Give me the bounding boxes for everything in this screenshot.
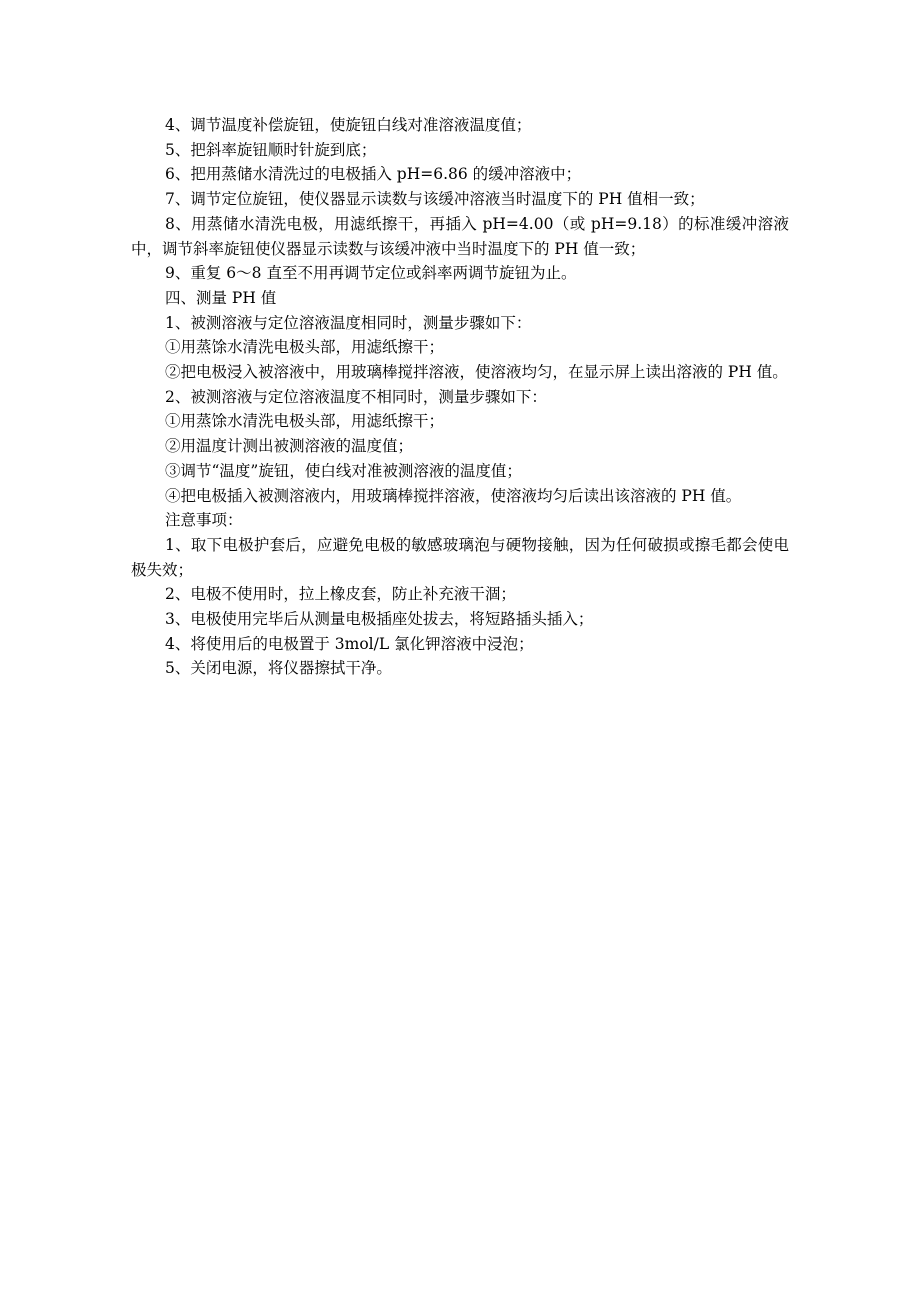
measure-case-1-step-1: ①用蒸馀水清洗电极头部，用滤纸擦干； <box>165 338 445 357</box>
measure-case-2-step-4: ④把电极插入被测溶液内，用玻璃棒搅拌溶液，使溶液均匀后读出该溶液的 PH 值。 <box>165 486 742 505</box>
step-5-slope-knob: 5、把斜率旋钮顺时针旋到底； <box>165 140 377 159</box>
measure-case-2-heading: 2、被测溶液与定位溶液温度不相同时，测量步骤如下： <box>165 387 547 406</box>
precaution-2: 2、电极不使用时，拉上橡皮套，防止补充液干涸； <box>165 585 516 604</box>
step-6-insert-electrode: 6、把用蒸储水清洗过的电极插入 pH=6.86 的缓冲溶液中； <box>165 165 582 184</box>
precaution-5: 5、关闭电源，将仪器擦拭干净。 <box>165 659 392 678</box>
step-7-calibration-knob: 7、调节定位旋钮，使仪器显示读数与该缓冲溶液当时温度下的 PH 值相一致； <box>165 190 705 209</box>
precaution-3: 3、电极使用完毕后从测量电极插座处拔去，将短路插头插入； <box>165 610 594 629</box>
step-8-standard-buffer: 8、用蒸储水清洗电极，用滤纸擦干，再插入 pH=4.00（或 pH=9.18）的标准缓冲溶液中，调节斜率旋钮使仪器显示读数与该缓冲液中当时温度下的 PH 值一致； <box>131 214 789 258</box>
measure-case-2-step-2: ②用温度计测出被测溶液的温度值； <box>165 437 414 456</box>
precaution-1: 1、取下电极护套后，应避免电极的敏感玻璃泡与硬物接触，因为任何破损或擦毛都会使电极失效； <box>131 535 789 579</box>
precaution-4: 4、将使用后的电极置于 3mol/L 氯化钾溶液中浸泡； <box>165 634 534 653</box>
measure-case-1-heading: 1、被测溶液与定位溶液温度相同时，测量步骤如下： <box>165 313 532 332</box>
measure-case-2-step-1: ①用蒸馀水清洗电极头部，用滤纸擦干； <box>165 412 445 431</box>
precautions-heading: 注意事项： <box>165 511 243 530</box>
measure-case-2-step-3: ③调节“温度”旋钮，使白线对准被测溶液的温度值； <box>165 461 522 480</box>
step-4-temperature-compensation: 4、调节温度补偿旋钮，使旋钮白线对准溶液温度值； <box>165 116 532 134</box>
document-body <box>131 113 789 681</box>
measure-case-1-step-2: ②把电极浸入被溶液中，用玻璃棒搅拌溶液，使溶液均匀，在显示屏上读出溶液的 PH 值。 <box>165 363 788 382</box>
step-9-repeat: 9、重复 6～8 直至不用再调节定位或斜率两调节旋钮为止。 <box>165 264 577 283</box>
section-heading-measure-ph: 四、测量 PH 值 <box>165 288 277 307</box>
